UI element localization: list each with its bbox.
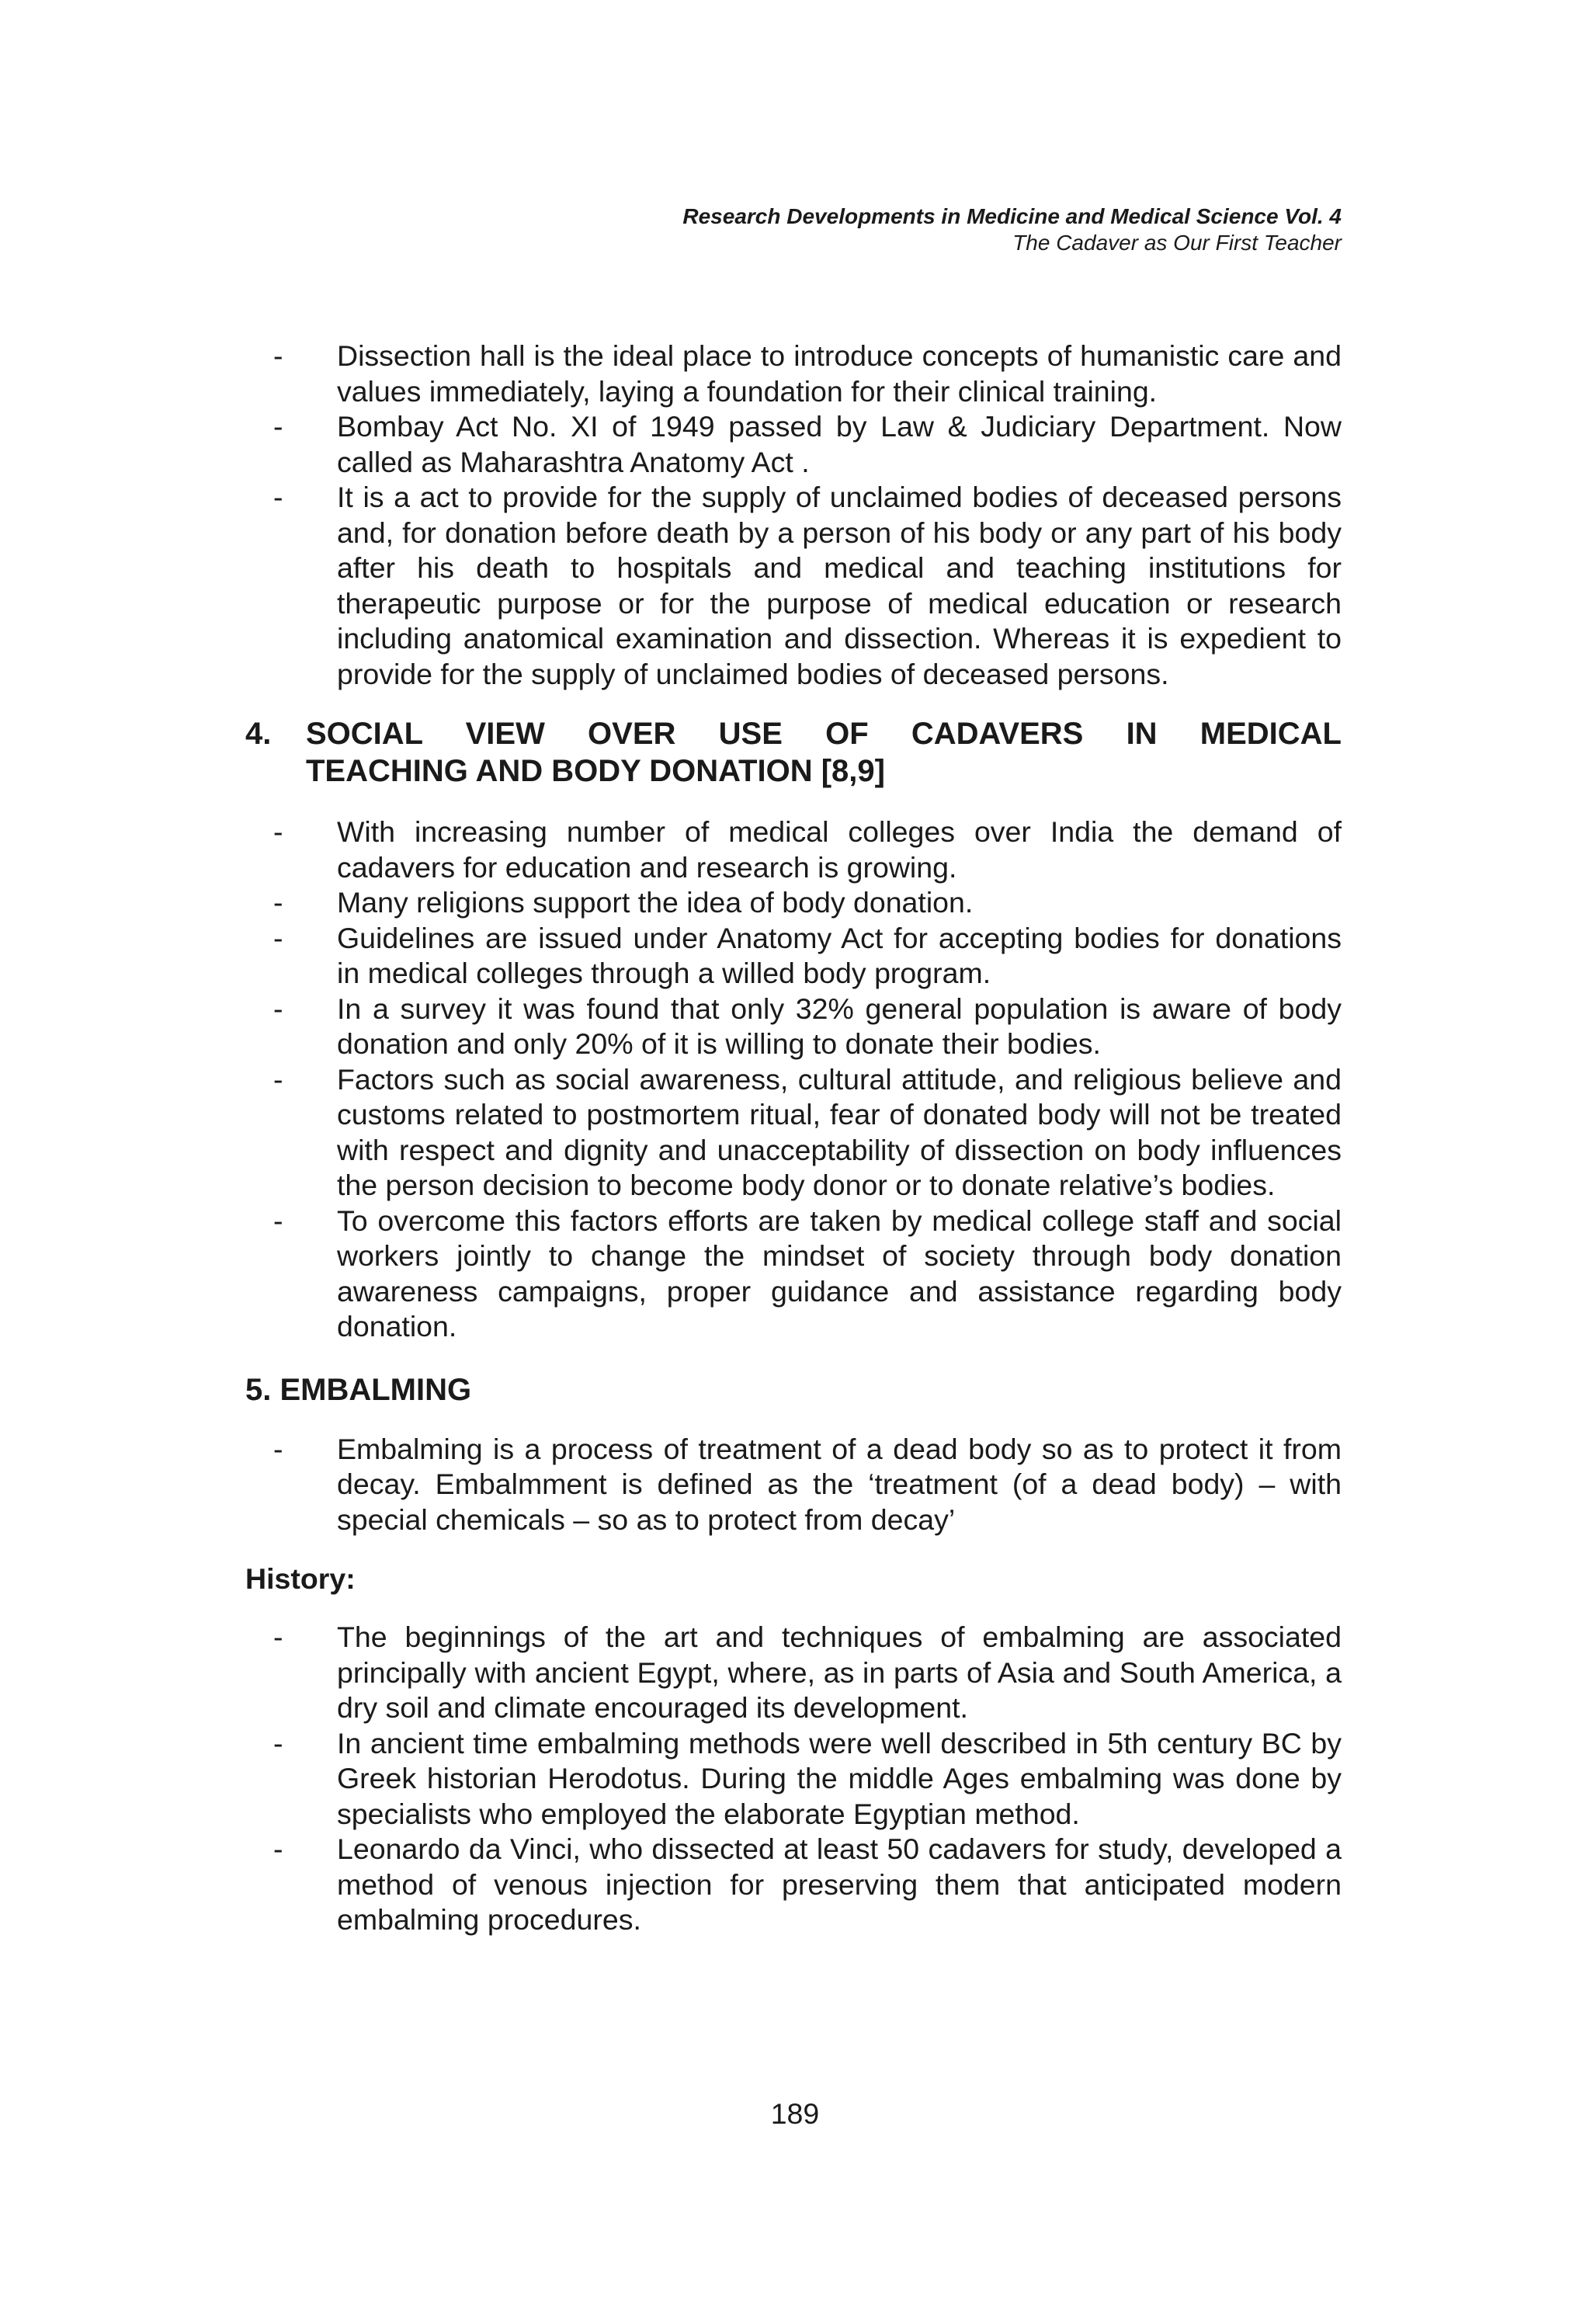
section-number: 4. bbox=[245, 717, 272, 751]
list-item bbox=[245, 921, 1342, 992]
bullet-dash: - bbox=[273, 1832, 283, 1865]
list-item bbox=[245, 1620, 1342, 1726]
list-item-text: Bombay Act No. XI of 1949 passed by Law & Judiciary Department. Now called as Maharashtra Anatomy Act . bbox=[337, 410, 1342, 478]
list-item bbox=[245, 409, 1342, 480]
history-heading: History: bbox=[245, 1562, 356, 1595]
list-item bbox=[245, 480, 1342, 692]
journal-title: Research Developments in Medicine and Medical Science Vol. 4 bbox=[682, 204, 1342, 228]
list-item bbox=[245, 1062, 1342, 1204]
list-item bbox=[245, 1432, 1342, 1538]
section-5-bullet-list bbox=[245, 1432, 1342, 1538]
bullet-dash: - bbox=[273, 1621, 283, 1653]
section-4-bullet-list bbox=[245, 815, 1342, 1345]
section-5-heading: 5. EMBALMING bbox=[245, 1372, 472, 1407]
list-item-text: To overcome this factors efforts are taken by medical college staff and social workers jointly to change the mindset of society through body donation awareness campaigns, proper guidance and assistance regarding body donation. bbox=[337, 1204, 1342, 1343]
bullet-dash: - bbox=[273, 1204, 283, 1237]
list-item-text: With increasing number of medical colleges over India the demand of cadavers for education and research is growing. bbox=[337, 815, 1342, 884]
bullet-dash: - bbox=[273, 1726, 283, 1760]
list-item-text: Many religions support the idea of body donation. bbox=[337, 886, 974, 919]
bullet-dash: - bbox=[273, 815, 283, 848]
bullet-dash: - bbox=[273, 1062, 283, 1096]
list-item-text: In a survey it was found that only 32% general population is aware of body donation and only 20% of it is willing to donate their bodies. bbox=[337, 992, 1342, 1060]
list-item bbox=[245, 885, 1342, 921]
list-item bbox=[245, 1726, 1342, 1832]
list-item bbox=[245, 815, 1342, 885]
list-item bbox=[245, 992, 1342, 1062]
bullet-dash: - bbox=[273, 886, 283, 919]
bullet-dash: - bbox=[273, 410, 283, 443]
list-item-text: Leonardo da Vinci, who dissected at least 50 cadavers for study, developed a method of venous injection for preserving them that anticipated modern embalming procedures. bbox=[337, 1832, 1342, 1936]
section-4-heading bbox=[245, 715, 1342, 790]
section-title-line-2: TEACHING AND BODY DONATION [8,9] bbox=[306, 754, 885, 788]
history-bullet-list bbox=[245, 1620, 1342, 1938]
bullet-dash: - bbox=[273, 992, 283, 1025]
list-item-text: Dissection hall is the ideal place to introduce concepts of humanistic care and values immediately, laying a foundation for their clinical training. bbox=[337, 339, 1342, 408]
list-item-text: Guidelines are issued under Anatomy Act for accepting bodies for donations in medical colleges through a willed body program. bbox=[337, 921, 1342, 989]
intro-bullet-list bbox=[245, 339, 1342, 692]
list-item-text: It is a act to provide for the supply of unclaimed bodies of deceased persons and, for donation before death by a person of his body or any part of his body after his death to hospitals and medical and teaching institutions for therapeutic purpose or for the purpose of medical education or research including anatomical examination and dissection. Whereas it is expedient to provide for the supply of unclaimed bodies of deceased persons. bbox=[337, 481, 1342, 690]
list-item bbox=[245, 1832, 1342, 1938]
page-number: 189 bbox=[770, 2097, 820, 2130]
bullet-dash: - bbox=[273, 1432, 283, 1465]
chapter-title: The Cadaver as Our First Teacher bbox=[1012, 231, 1342, 255]
main-content bbox=[245, 339, 1342, 1938]
list-item-text: In ancient time embalming methods were well described in 5th century BC by Greek historian Herodotus. During the middle Ages embalming was done by specialists who employed the elaborate Egyptian method. bbox=[337, 1726, 1342, 1830]
bullet-dash: - bbox=[273, 481, 283, 513]
list-item-text: Factors such as social awareness, cultural attitude, and religious believe and customs related to postmortem ritual, fear of donated body will not be treated with respect and dignity and unacceptability of dissection on body influences the person decision to become body donor or to donate relative’s bodies. bbox=[337, 1062, 1342, 1201]
list-item bbox=[245, 1204, 1342, 1345]
list-item-text: The beginnings of the art and techniques of embalming are associated principally with ancient Egypt, where, as in parts of Asia and South America, a dry soil and climate encouraged its development. bbox=[337, 1621, 1342, 1724]
bullet-dash: - bbox=[273, 921, 283, 954]
list-item-text: Embalming is a process of treatment of a dead body so as to protect it from decay. Embalmment is defined as the ‘treatment (of a dead body) – with special chemicals – so as to protect from decay’ bbox=[337, 1432, 1342, 1536]
list-item bbox=[245, 339, 1342, 409]
section-title-line-1: SOCIAL VIEW OVER USE OF CADAVERS IN MEDICAL bbox=[306, 717, 1342, 751]
bullet-dash: - bbox=[273, 339, 283, 372]
running-header bbox=[245, 203, 1342, 256]
